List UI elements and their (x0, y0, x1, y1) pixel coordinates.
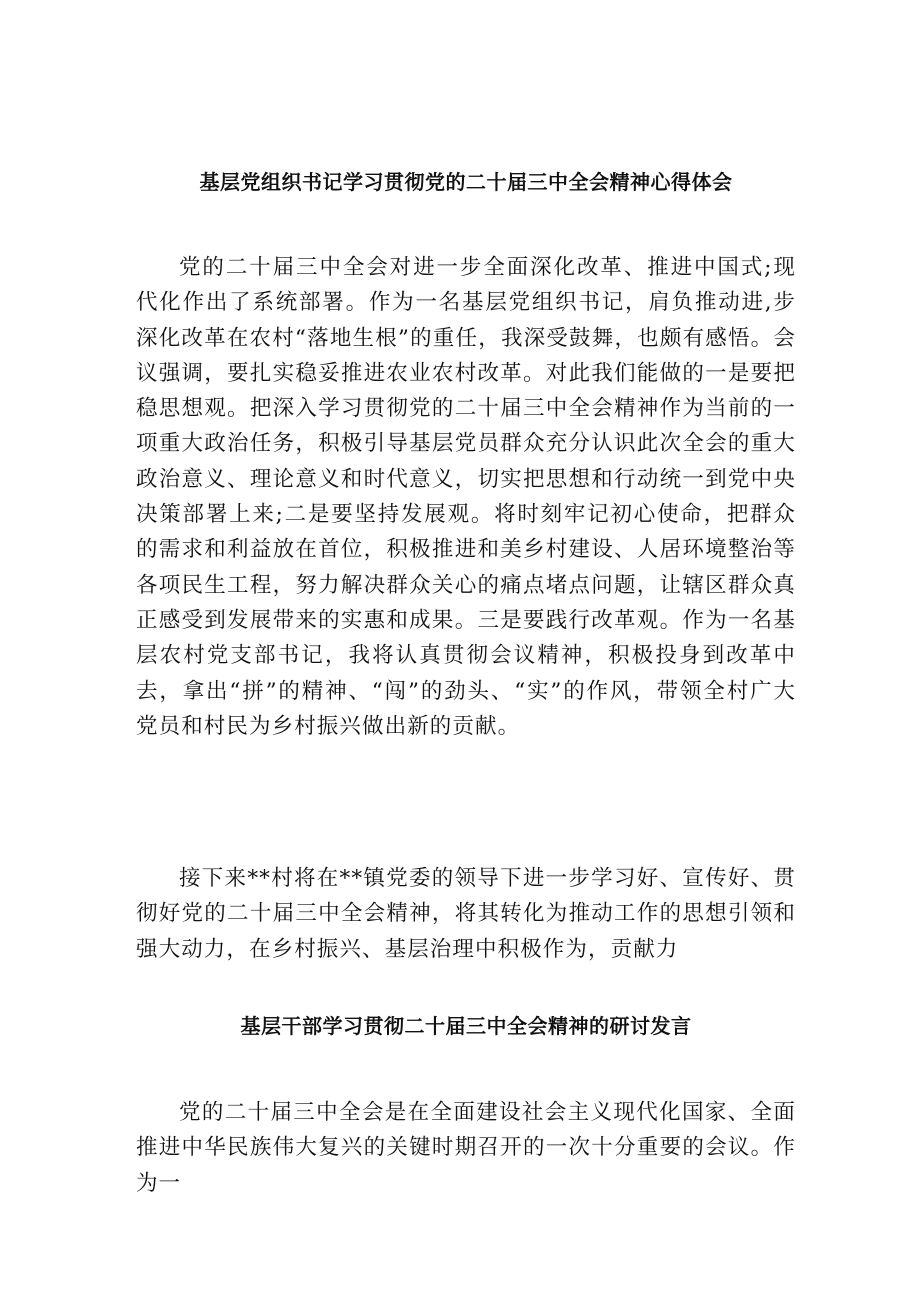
body-paragraph: 接下来**村将在**镇党委的领导下进一步学习好、宣传好、贯彻好党的二十届三中全会精神，将其转化为推动工作的思想引领和强大动力，在乡村振兴、基层治理中积极作为，贡献力 (136, 866, 796, 962)
body-paragraph: 党的二十届三中全会是在全面建设社会主义现代化国家、全面推进中华民族伟大复兴的关键时期召开的一次十分重要的会议。作为一 (136, 1100, 796, 1196)
body-paragraph: 党的二十届三中全会对进一步全面深化改革、推进中国式;现代化作出了系统部署。作为一名基层党组织书记，肩负推动进,步深化改革在农村“落地生根”的重任，我深受鼓舞，也颇有感悟。会议强调，要扎实稳妥推进农业农村改革。对此我们能做的一是要把稳思想观。把深入学习贯彻党的二十届三中全会精神作为当前的一项重大政治任务，积极引导基层党员群众充分认识此次全会的重大政治意义、理论意义和时代意义，切实把思想和行动统一到党中央决策部署上来;二是要坚持发展观。将时刻牢记初心使命，把群众的需求和利益放在首位，积极推进和美乡村建设、人居环境整治等各项民生工程，努力解决群众关心的痛点堵点问题，让辖区群众真正感受到发展带来的实惠和成果。三是要践行改革观。作为一名基层农村党支部书记，我将认真贯彻会议精神，积极投身到改革中去，拿出“拼”的精神、“闯”的劲头、“实”的作风，带领全村广大党员和村民为乡村振兴做出新的贡献。 (136, 255, 796, 739)
section-title: 基层干部学习贯彻二十届三中全会精神的研讨发言 (240, 1014, 692, 1038)
section-title: 基层党组织书记学习贯彻党的二十届三中全会精神心得体会 (199, 170, 733, 194)
